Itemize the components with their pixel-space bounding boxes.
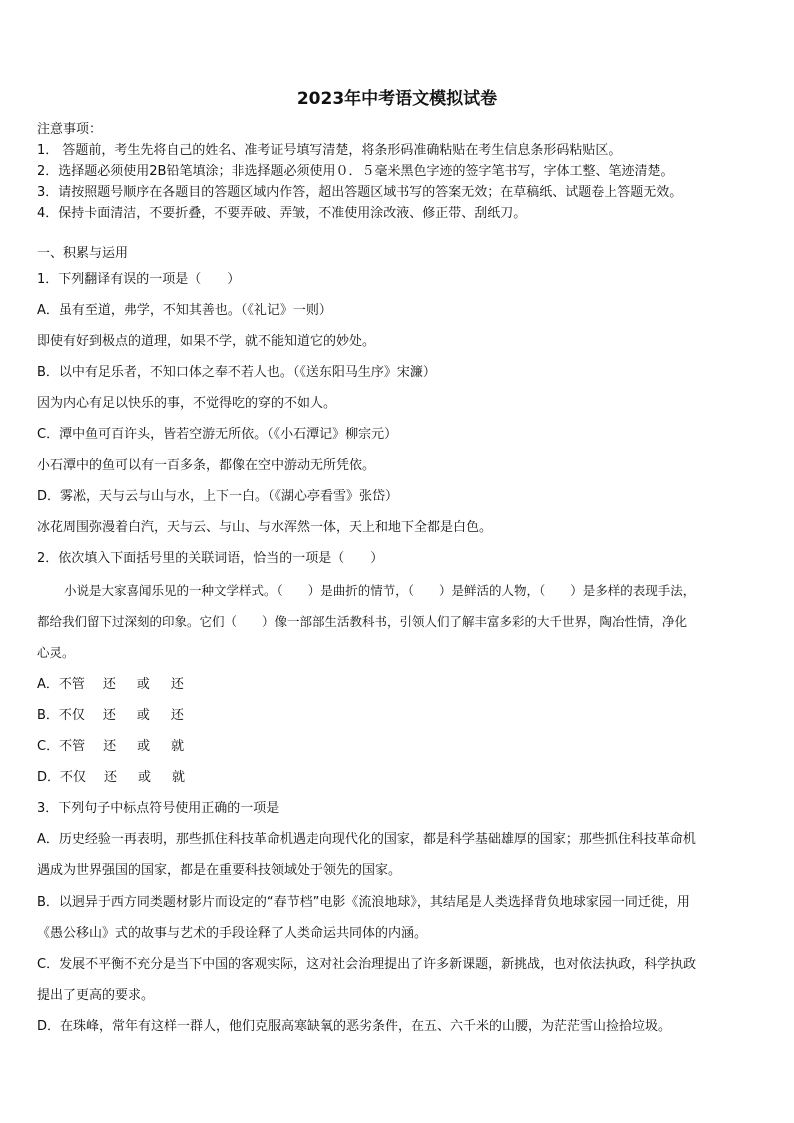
option-word: 不管 [58,677,85,692]
option-word: 还 [103,739,117,754]
question-2-passage-line-1: 小说是大家喜闻乐见的一种文学样式。（ ）是曲折的情节，（ ）是鲜活的人物，（ ）是多样的表现手法， [64,583,696,598]
notice-item-1: 1． 答题前，考生先将自己的姓名、准考证号填写清楚，将条形码准确粘贴在考生信息条形码粘贴区。 [37,143,622,158]
option-word: 就 [171,739,185,754]
question-3-option-d-line-1: D．在珠峰，常年有这样一群人，他们克服高寒缺氧的恶劣条件，在五、六千米的山腰，为茫茫雪山捡拾垃圾。 [37,1019,672,1034]
option-letter: B． [37,708,59,723]
question-2-option-b [37,708,184,724]
question-2-passage-line-3: 心灵。 [37,645,75,660]
option-word: 或 [136,708,150,723]
option-word: 不管 [59,739,86,754]
question-1-stem: 1．下列翻译有误的一项是（ ） [37,272,241,287]
option-word: 还 [170,677,184,692]
option-word: 还 [102,708,116,723]
notice-heading: 注意事项： [37,122,103,137]
notice-item-3: 3．请按照题号顺序在各题目的答题区域内作答，超出答题区域书写的答案无效；在草稿纸、试题卷上答题无效。 [37,185,683,200]
notice-item-2: 2．选择题必须使用2B铅笔填涂；非选择题必须使用０．５毫米黑色字迹的签字笔书写，字体工整、笔迹清楚。 [37,164,674,179]
option-word: 或 [137,739,151,754]
option-word: 或 [138,770,152,785]
page-title: 2023年中考语文模拟试卷 [296,89,498,109]
question-1-option-b: B．以中有足乐者，不知口体之奉不若人也。（《送东阳马生序》宋濂） [37,365,436,380]
question-1-option-d: D．雾凇，天与云与山与水，上下一白。（《湖心亭看雪》张岱） [37,489,399,504]
option-word: 还 [170,708,184,723]
question-2-option-c [37,739,184,755]
question-3-stem: 3．下列句子中标点符号使用正确的一项是 [37,801,280,816]
question-2-passage-line-2: 都给我们留下过深刻的印象。它们（ ）像一部部生活教科书，引领人们了解丰富多彩的大千世界，陶冶性情，净化 [37,614,688,629]
section-heading: 一、积累与运用 [37,246,129,261]
option-letter: D． [37,770,61,785]
notice-item-4: 4．保持卡面清洁，不要折叠，不要弄破、弄皱，不准使用涂改液、修正带、刮纸刀。 [37,206,527,221]
question-3-option-b-line-2: 《愚公移山》式的故事与艺术的手段诠释了人类命运共同体的内涵。 [37,926,428,941]
option-word: 还 [104,770,118,785]
option-letter: C． [37,739,60,754]
question-3-option-c-line-2: 提出了更高的要求。 [37,988,155,1003]
option-word: 不仅 [60,770,87,785]
option-word: 不仅 [58,708,85,723]
question-2-option-d [37,770,185,786]
question-1-option-a-translation: 即使有好到极点的道理，如果不学，就不能知道它的妙处。 [37,334,376,349]
question-3-option-a-line-2: 遇成为世界强国的国家，都是在重要科技领域处于领先的国家。 [37,863,402,878]
question-1-option-d-translation: 冰花周围弥漫着白汽，天与云、与山、与水浑然一体，天上和地下全都是白色。 [37,520,493,535]
option-word: 或 [136,677,150,692]
question-3-option-c-line-1: C．发展不平衡不充分是当下中国的客观实际，这对社会治理提出了许多新课题，新挑战，也对依法执政，科学执政 [37,957,697,972]
question-3-option-a-line-1: A．历史经验一再表明，那些抓住科技革命机遇走向现代化的国家，都是科学基础雄厚的国家；那些抓住科技革命机 [37,832,696,847]
option-letter: A． [37,677,59,692]
question-1-option-a: A．虽有至道，弗学，不知其善也。（《礼记》一则） [37,303,332,318]
option-word: 就 [172,770,186,785]
question-2-option-a [37,677,184,693]
question-1-option-c-translation: 小石潭中的鱼可以有一百多条，都像在空中游动无所凭依。 [37,458,376,473]
question-3-option-b-line-1: B．以迥异于西方同类题材影片而设定的“春节档”电影《流浪地球》，其结尾是人类选择背负地球家园一同迁徙，用 [37,895,690,910]
option-word: 还 [102,677,116,692]
question-1-option-b-translation: 因为内心有足以快乐的事，不觉得吃的穿的不如人。 [37,396,337,411]
question-2-stem: 2．依次填入下面括号里的关联词语，恰当的一项是（ ） [37,551,384,566]
question-1-option-c: C．潭中鱼可百许头，皆若空游无所依。（《小石潭记》柳宗元） [37,427,398,442]
